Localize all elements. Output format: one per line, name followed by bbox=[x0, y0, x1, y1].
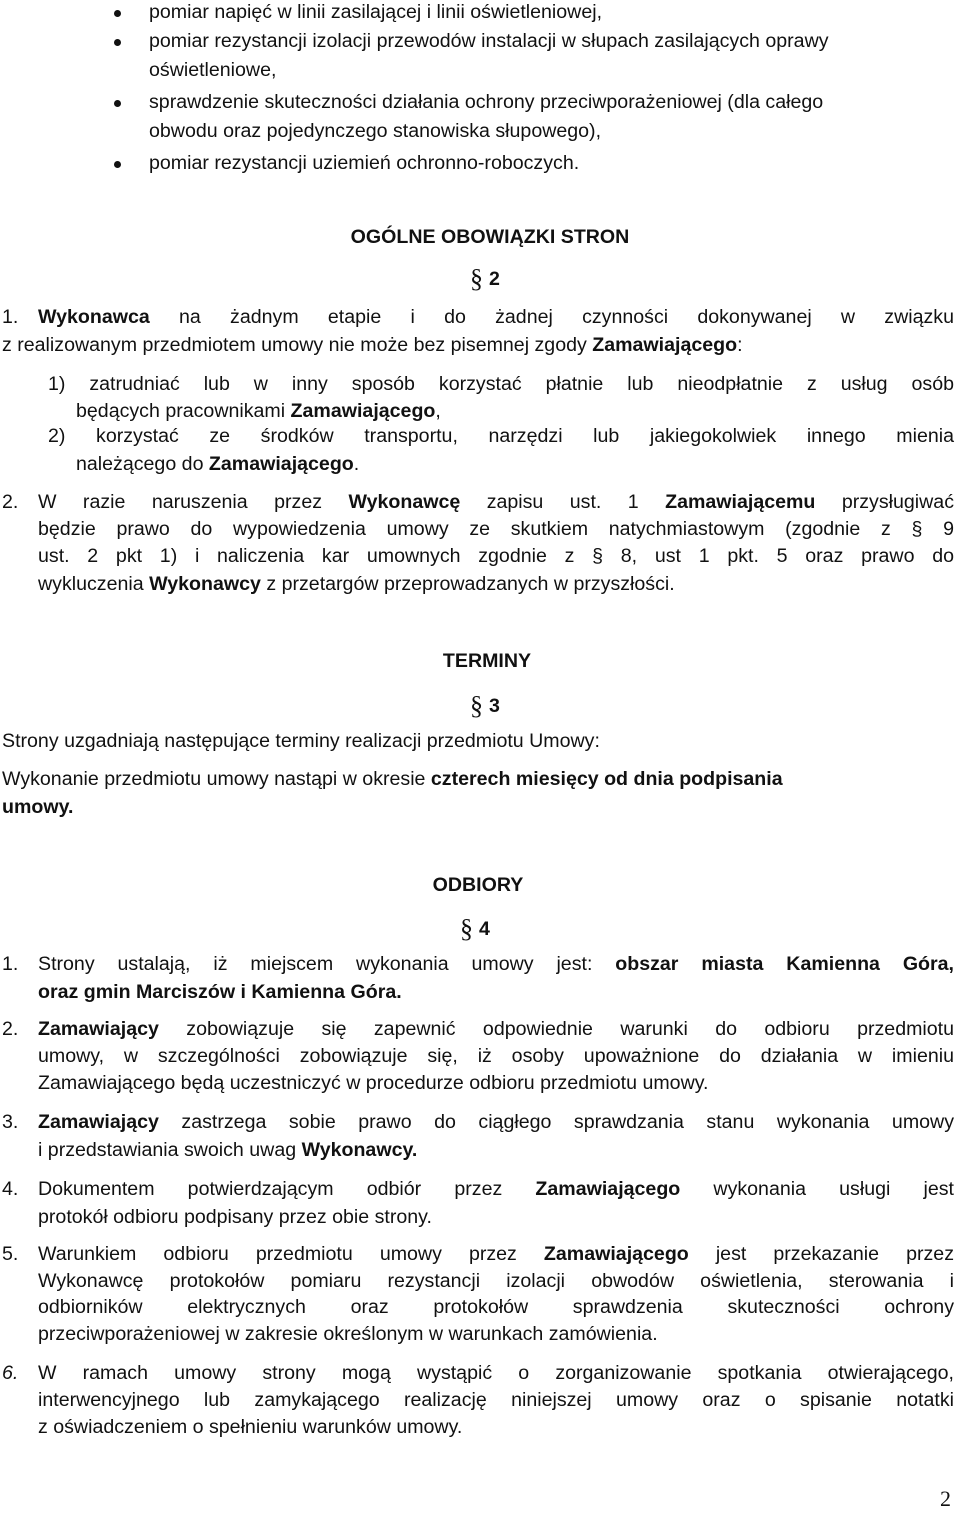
paragraph-line: wykluczenia Wykonawcy z przetargów przeprowadzanych w przyszłości. bbox=[38, 573, 675, 595]
section-number: § 4 bbox=[460, 914, 490, 943]
list-line: Zamawiający zobowiązuje się zapewnić odpowiednie warunki do odbioru przedmiotu bbox=[38, 1018, 954, 1040]
list-line: Wykonawcę protokołów pomiaru rezystancji izolacji obwodów oświetlenia, sterowania i bbox=[38, 1270, 954, 1292]
bullet-line: sprawdzenie skuteczności działania ochrony przeciwporażeniowej (dla całego bbox=[149, 91, 824, 113]
list-line: przeciwporażeniowej w zakresie określonym w warunkach zamówienia. bbox=[38, 1323, 658, 1345]
paragraph-line: z realizowanym przedmiotem umowy nie może bez pisemnej zgody Zamawiającego: bbox=[2, 334, 743, 356]
bullet-icon bbox=[114, 100, 121, 107]
paragraph-line: Wykonanie przedmiotu umowy nastąpi w okresie czterech miesięcy od dnia podpisania bbox=[2, 768, 783, 790]
list-number: 3. bbox=[2, 1111, 19, 1133]
subitem-line: 2) korzystać ze środków transportu, narzędzi lub jakiegokolwiek innego mienia bbox=[48, 425, 954, 447]
paragraph-line: Wykonawca na żadnym etapie i do żadnej czynności dokonywanej w związku bbox=[38, 306, 954, 328]
subitem-line: 1) zatrudniać lub w inny sposób korzystać płatnie lub nieodpłatnie z usług osób bbox=[48, 373, 954, 395]
list-line: odbiorników elektrycznych oraz protokołów sprawdzenia skuteczności ochrony bbox=[38, 1296, 954, 1318]
list-number: 6. bbox=[2, 1362, 19, 1384]
bullet-line: pomiar rezystancji uziemień ochronno-roboczych. bbox=[149, 152, 580, 174]
list-line: interwencyjnego lub zamykającego realizację niniejszej umowy oraz o spisanie notatki bbox=[38, 1389, 954, 1411]
list-line: umowy, w szczególności zobowiązuje się, iż osoby upoważnione do działania w imieniu bbox=[38, 1045, 954, 1067]
paragraph-line: będzie prawo do wypowiedzenia umowy ze skutkiem natychmiastowym (zgodnie z § 9 bbox=[38, 518, 954, 540]
paragraph-number: 2. bbox=[2, 491, 19, 513]
section-number: § 3 bbox=[470, 691, 500, 720]
bullet-icon bbox=[114, 161, 121, 168]
list-line: Zamawiającego będą uczestniczyć w procedurze odbioru przedmiotu umowy. bbox=[38, 1072, 709, 1094]
bullet-icon bbox=[114, 39, 121, 46]
bullet-line: pomiar rezystancji izolacji przewodów instalacji w słupach zasilających oprawy bbox=[149, 30, 829, 52]
list-line: oraz gmin Marciszów i Kamienna Góra. bbox=[38, 981, 402, 1003]
bullet-icon bbox=[114, 10, 121, 17]
page-number: 2 bbox=[940, 1486, 951, 1511]
list-line: W ramach umowy strony mogą wystąpić o zorganizowanie spotkania otwierającego, bbox=[38, 1362, 954, 1384]
subitem-line: będących pracownikami Zamawiającego, bbox=[76, 400, 441, 422]
list-line: Dokumentem potwierdzającym odbiór przez Zamawiającego wykonania usługi jest bbox=[38, 1178, 954, 1200]
list-line: Zamawiający zastrzega sobie prawo do ciągłego sprawdzania stanu wykonania umowy bbox=[38, 1111, 954, 1133]
paragraph-line: W razie naruszenia przez Wykonawcę zapisu ust. 1 Zamawiającemu przysługiwać bbox=[38, 491, 954, 513]
list-line: i przedstawiania swoich uwag Wykonawcy. bbox=[38, 1139, 418, 1161]
section-number: § 2 bbox=[470, 264, 500, 293]
bullet-line: pomiar napięć w linii zasilającej i linii oświetleniowej, bbox=[149, 1, 603, 23]
paragraph-number: 1. bbox=[2, 306, 19, 328]
list-line: Warunkiem odbioru przedmiotu umowy przez Zamawiającego jest przekazanie przez bbox=[38, 1243, 954, 1265]
list-line: z oświadczeniem o spełnieniu warunków umowy. bbox=[38, 1416, 463, 1438]
list-line: Strony ustalają, iż miejscem wykonania umowy jest: obszar miasta Kamienna Góra, bbox=[38, 953, 954, 975]
paragraph-line: umowy. bbox=[2, 796, 74, 818]
bullet-line: oświetleniowe, bbox=[149, 59, 277, 81]
list-number: 2. bbox=[2, 1018, 19, 1040]
list-number: 1. bbox=[2, 953, 19, 975]
list-number: 4. bbox=[2, 1178, 19, 1200]
subitem-line: należącego do Zamawiającego. bbox=[76, 453, 360, 475]
list-line: protokół odbioru podpisany przez obie strony. bbox=[38, 1206, 432, 1228]
section-heading: OGÓLNE OBOWIĄZKI STRON bbox=[350, 226, 630, 248]
list-number: 5. bbox=[2, 1243, 19, 1265]
section-heading: ODBIORY bbox=[432, 874, 524, 896]
bullet-line: obwodu oraz pojedynczego stanowiska słupowego), bbox=[149, 120, 602, 142]
section-heading: TERMINY bbox=[442, 650, 532, 672]
paragraph-line: Strony uzgadniają następujące terminy realizacji przedmiotu Umowy: bbox=[2, 730, 600, 752]
paragraph-line: ust. 2 pkt 1) i naliczenia kar umownych zgodnie z § 8, ust 1 pkt. 5 oraz prawo do bbox=[38, 545, 954, 567]
